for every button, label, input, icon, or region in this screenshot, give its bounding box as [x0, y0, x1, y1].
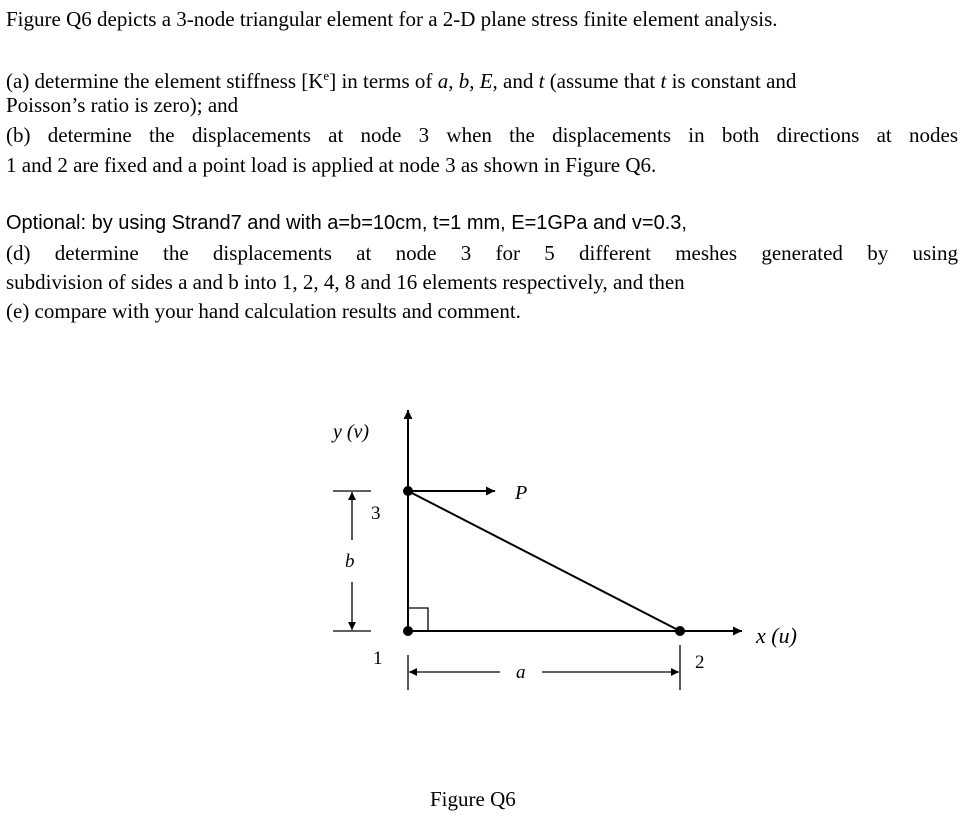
y-axis-label: y (v) [333, 421, 370, 443]
load-label: P [515, 482, 528, 504]
figure-caption: Figure Q6 [430, 787, 516, 811]
node-1 [403, 626, 413, 636]
dim-a-label: a [516, 662, 526, 683]
part-b-line-1: (b) determine the displacements at node 3 when the displacements in both directions at nodes [6, 123, 958, 147]
x-axis-label: x (u) [756, 623, 797, 648]
question-intro: Figure Q6 depicts a 3-node triangular element for a 2-D plane stress finite element analysis. [6, 7, 778, 31]
part-d-line-2: subdivision of sides a and b into 1, 2, 4, 8 and 16 elements respectively, and then [6, 270, 685, 294]
part-d-line-1: (d) determine the displacements at node 3 for 5 different meshes generated by using [6, 241, 958, 265]
node-label-3: 3 [371, 503, 381, 524]
node-2 [675, 626, 685, 636]
part-a-line-2: Poisson’s ratio is zero); and [6, 93, 239, 117]
optional-line: Optional: by using Strand7 and with a=b=10cm, t=1 mm, E=1GPa and v=0.3, [6, 212, 687, 234]
triangle-hypotenuse [408, 491, 680, 631]
part-e-line: (e) compare with your hand calculation results and comment. [6, 299, 521, 323]
part-a-line-1: (a) determine the element stiffness $[K^e]$ in terms of a, b, E, and t (assume that t is constant and [6, 68, 797, 93]
node-3 [403, 486, 413, 496]
dim-b-label: b [345, 551, 355, 572]
node-label-2: 2 [695, 652, 705, 673]
part-b-line-2: 1 and 2 are fixed and a point load is applied at node 3 as shown in Figure Q6. [6, 153, 657, 177]
node-label-1: 1 [373, 648, 383, 669]
